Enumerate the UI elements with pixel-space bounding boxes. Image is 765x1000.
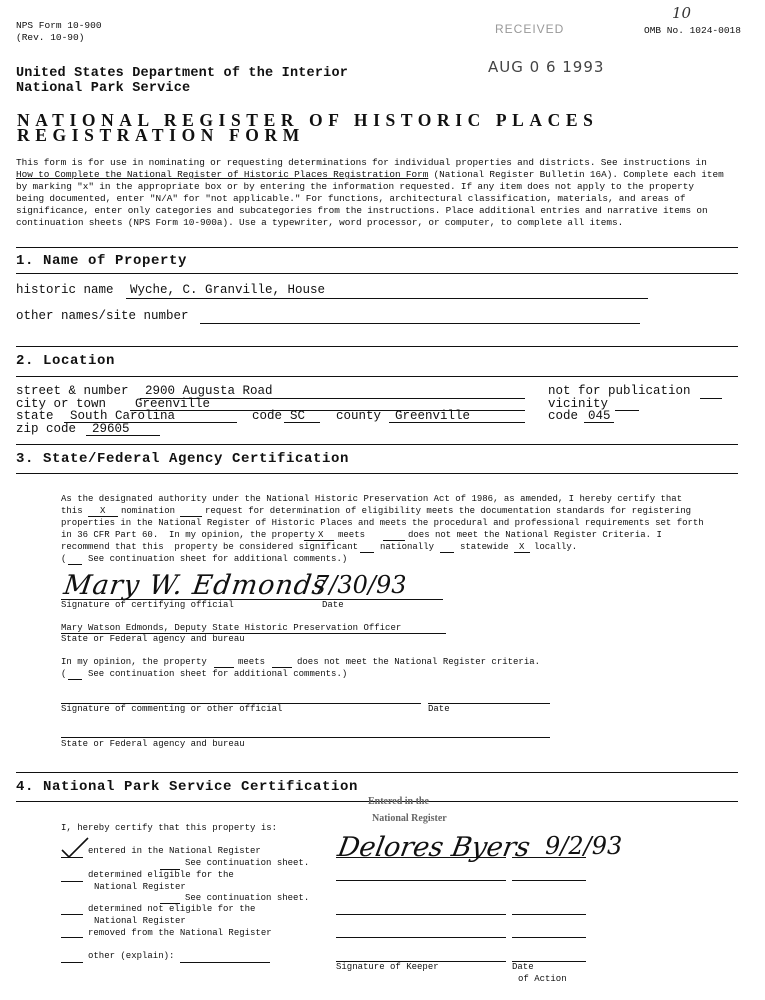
- statewide-label: statewide: [460, 542, 509, 552]
- locally-label: locally.: [534, 542, 578, 552]
- city-label: city or town: [16, 397, 107, 411]
- keeper-sig-line-3[interactable]: [336, 914, 506, 915]
- street-field[interactable]: 2900 Augusta Road: [145, 384, 273, 398]
- section-divider: [16, 273, 738, 274]
- historic-name-label: historic name: [16, 283, 114, 297]
- not-eligible-label-b: National Register: [94, 916, 186, 926]
- vicinity-label: vicinity: [548, 397, 609, 411]
- eligible-label-a: determined eligible for the: [88, 870, 234, 880]
- received-stamp: RECEIVED: [495, 22, 565, 36]
- opinion-text-a: In my opinion, the property: [61, 657, 207, 667]
- eligible-label-b: National Register: [94, 882, 186, 892]
- section-2-heading: 2. Location: [16, 353, 116, 369]
- agency-line2: National Park Service: [16, 81, 191, 96]
- keeper-sig-line-2[interactable]: [336, 880, 506, 881]
- continuation-note-1[interactable]: ( See continuation sheet for additional comments.): [61, 554, 348, 564]
- form-revision: (Rev. 10-90): [16, 32, 85, 43]
- nomination-mark[interactable]: X: [100, 506, 106, 516]
- date-received-stamp: AUG 0 6 1993: [488, 58, 605, 76]
- section-divider: [16, 247, 738, 248]
- county-underline: [389, 422, 525, 423]
- signature-label-1: Signature of certifying official: [61, 600, 234, 610]
- vicinity-blank[interactable]: [615, 410, 639, 411]
- other-names-label: other names/site number: [16, 309, 189, 323]
- certifying-signature: Mary W. Edmonds: [61, 570, 330, 601]
- county-label: county: [336, 409, 382, 423]
- section-divider: [16, 444, 738, 445]
- section-divider: [16, 376, 738, 377]
- not-for-publication-blank[interactable]: [700, 398, 722, 399]
- continuation-note-2[interactable]: ( See continuation sheet for additional comments.): [61, 669, 348, 679]
- state-code-underline: [284, 422, 320, 423]
- cert-line2-rest: request for determination of eligibility meets the documentation standards for registering: [205, 506, 692, 516]
- section-3-heading: 3. State/Federal Agency Certification: [16, 451, 350, 467]
- other-blank[interactable]: [61, 962, 83, 963]
- date-of-action-label-2: of Action: [518, 974, 567, 984]
- keeper-date-line-4[interactable]: [512, 937, 586, 938]
- historic-name-underline: [126, 298, 648, 299]
- form-number: NPS Form 10-900: [16, 20, 102, 31]
- continuation-blank-2: [68, 679, 82, 680]
- cert-this-label: this: [61, 506, 83, 516]
- nomination-label: nomination: [121, 506, 176, 516]
- street-label: street & number: [16, 384, 129, 398]
- entered-label: entered in the National Register: [88, 846, 261, 856]
- omb-number: OMB No. 1024-0018: [644, 25, 741, 36]
- cert-line3: properties in the National Register of Historic Places and meets the procedural and professional requirements set forth: [61, 518, 704, 528]
- removed-blank[interactable]: [61, 937, 83, 938]
- nationally-label: nationally: [380, 542, 435, 552]
- zip-label: zip code: [16, 422, 77, 436]
- keeper-sig-line-4[interactable]: [336, 937, 506, 938]
- other-label: other (explain):: [88, 951, 175, 961]
- meets-mark[interactable]: X: [318, 530, 324, 540]
- state-underline: [64, 422, 237, 423]
- removed-label: removed from the National Register: [88, 928, 272, 938]
- state-field[interactable]: South Carolina: [70, 409, 176, 423]
- meets-label: meets: [338, 530, 366, 540]
- not-for-publication-label: not for publication: [548, 384, 691, 398]
- keeper-sig-line-1: [336, 857, 506, 858]
- instructions-text-2: (National Register Bulletin 16A). Complete each item by marking "x" in the appropriate box or by entering the information requested. If any item does not apply to the property being documented, enter "N/A" for "not applicable." For functions, architectural classification, materials, and areas of significance, enter only categories and subcategories from the instructions. Place additional entries and narrative items on continuation sheets (NPS Form 10-900a). Use a typewriter, word processor, or computer, to complete all items.: [16, 169, 724, 228]
- instructions-bulletin-link[interactable]: How to Complete the National Register of Historic Places Registration Form: [16, 169, 429, 180]
- nationally-blank[interactable]: [360, 552, 374, 553]
- locally-mark[interactable]: X: [519, 542, 525, 552]
- county-code-field[interactable]: 045: [588, 409, 611, 423]
- county-field[interactable]: Greenville: [395, 409, 471, 423]
- section-1-heading: 1. Name of Property: [16, 253, 188, 269]
- state-label: state: [16, 409, 54, 423]
- date-of-action-label-1: Date: [512, 962, 534, 972]
- other-names-underline: [200, 323, 640, 324]
- other-explain-line[interactable]: [180, 962, 270, 963]
- opinion-meets-label: meets: [238, 657, 266, 667]
- commenting-signature-label: Signature of commenting or other official: [61, 704, 283, 714]
- agency-label-2: State or Federal agency and bureau: [61, 739, 245, 749]
- opinion-text-c: does not meet the National Register criteria.: [297, 657, 541, 667]
- cert-line4a: in 36 CFR Part 60. In my opinion, the property: [61, 530, 315, 540]
- date-label-1: Date: [322, 600, 344, 610]
- county-code-label: code: [548, 409, 579, 423]
- keeper-signature-date: 9/2/93: [545, 832, 623, 860]
- entered-stamp-line2: National Register: [372, 813, 447, 824]
- section-divider: [16, 772, 738, 773]
- continuation-blank-1: [68, 564, 82, 565]
- locally-blank: [514, 552, 530, 553]
- instructions-paragraph: [16, 157, 726, 229]
- not-eligible-label-a: determined not eligible for the: [88, 904, 256, 914]
- see-continuation-2: See continuation sheet.: [185, 893, 310, 903]
- state-code-label: code: [252, 409, 283, 423]
- certifying-official-name: Mary Watson Edmonds, Deputy State Historic Preservation Officer: [61, 623, 402, 633]
- eligible-blank[interactable]: [61, 881, 83, 882]
- cert-line1: As the designated authority under the National Historic Preservation Act of 1986, as amended, I hereby certify that: [61, 494, 683, 504]
- zip-underline: [86, 435, 160, 436]
- certifying-signature-date: 7/30/93: [314, 571, 407, 599]
- section-divider: [16, 346, 738, 347]
- section-divider: [16, 473, 738, 474]
- agency-label-1: State or Federal agency and bureau: [61, 634, 245, 644]
- instructions-text-1: This form is for use in nominating or requesting determinations for individual properties and districts. See instructions in: [16, 157, 707, 168]
- agency-line1: United States Department of the Interior: [16, 66, 349, 81]
- cert-line5a: recommend that this property be considered significant: [61, 542, 359, 552]
- cert-line4c: does not meet the National Register Criteria. I: [408, 530, 662, 540]
- historic-name-field[interactable]: Wyche, C. Granville, House: [130, 283, 326, 297]
- handwritten-corner-note: 10: [672, 4, 692, 22]
- county-code-underline: [584, 422, 614, 423]
- keeper-signature-label: Signature of Keeper: [336, 962, 439, 972]
- form-title-line1: NATIONAL REGISTER OF HISTORIC PLACES: [17, 110, 599, 130]
- statewide-blank[interactable]: [440, 552, 454, 553]
- city-field[interactable]: Greenville: [135, 397, 211, 411]
- date-label-2: Date: [428, 704, 450, 714]
- keeper-signature: Delores Byers: [335, 832, 533, 863]
- not-eligible-blank[interactable]: [61, 914, 83, 915]
- entered-blank[interactable]: [61, 857, 83, 858]
- see-continuation-1: See continuation sheet.: [185, 858, 310, 868]
- keeper-date-line-3[interactable]: [512, 914, 586, 915]
- nps-cert-intro: I, hereby certify that this property is:: [61, 823, 278, 833]
- keeper-date-line-2[interactable]: [512, 880, 586, 881]
- keeper-date-line-1: [512, 857, 586, 858]
- form-title-line2: REGISTRATION FORM: [17, 125, 305, 145]
- zip-field[interactable]: 29605: [92, 422, 130, 436]
- section-4-heading: 4. National Park Service Certification: [16, 779, 359, 795]
- state-code-field[interactable]: SC: [290, 409, 306, 423]
- entered-stamp-line1: Entered in the: [368, 796, 429, 807]
